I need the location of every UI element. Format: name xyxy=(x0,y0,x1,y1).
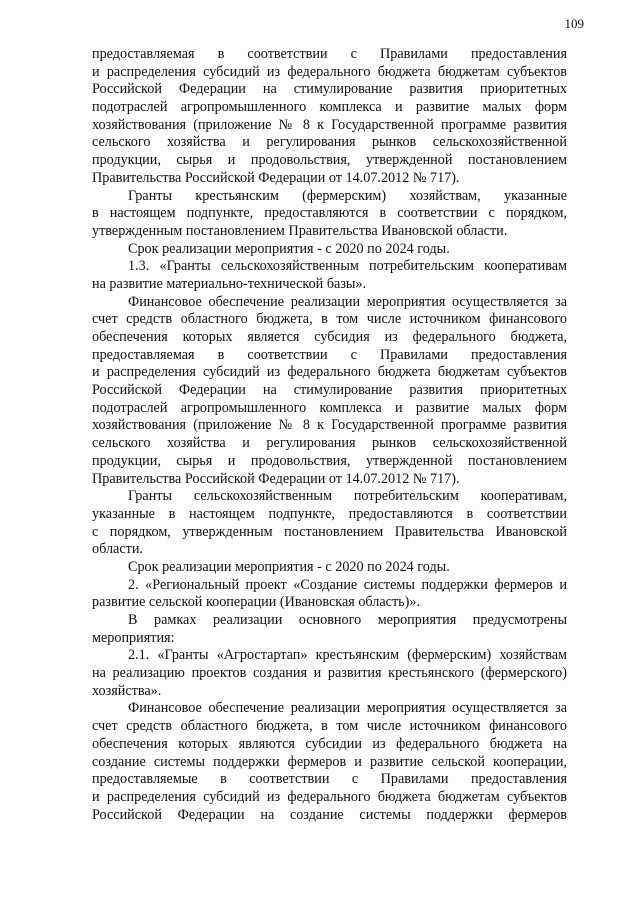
text-line: продукции, сырья и продовольствия, утвержденной постановлением xyxy=(92,452,567,469)
text-line: в настоящем подпункте, предоставляются в соответствии с порядком, xyxy=(92,205,567,222)
text-line: развитие сельской кооперации (Ивановская область)». xyxy=(92,594,421,611)
text-line: счет средств областного бюджета, в том числе источником финансового xyxy=(92,718,567,735)
text-line: на реализацию проектов создания и развития крестьянского (фермерского) xyxy=(92,665,567,682)
text-line: мероприятия: xyxy=(92,629,175,646)
text-line: утвержденным постановлением Правительства Ивановской области. xyxy=(92,222,508,239)
text-line: на развитие материально-технической базы». xyxy=(92,275,367,292)
text-line: создание системы поддержки фермеров и развитие сельской кооперации, xyxy=(92,753,567,770)
text-line: Правительства Российской Федерации от 14.07.2012 № 717). xyxy=(92,169,460,186)
text-line: предоставляемая в соответствии с Правилами предоставления xyxy=(92,346,567,363)
text-line: Гранты крестьянским (фермерским) хозяйствам, указанные xyxy=(128,187,567,204)
text-line: и распределения субсидий из федерального бюджета бюджетам субъектов xyxy=(92,364,567,381)
text-line: хозяйства». xyxy=(92,682,162,699)
text-line: Финансовое обеспечение реализации мероприятия осуществляется за xyxy=(128,293,567,310)
text-line: 2.1. «Гранты «Агростартап» крестьянским (фермерским) хозяйствам xyxy=(128,647,567,664)
page-number: 109 xyxy=(564,16,584,31)
text-line: обеспечения которых являются субсидии из федерального бюджета на xyxy=(92,735,567,752)
text-line: и распределения субсидий из федерального бюджета бюджетам субъектов xyxy=(92,63,567,80)
text-line: сельского хозяйства и регулирования рынков сельскохозяйственной xyxy=(92,134,567,151)
text-line: предоставляемые в соответствии с Правилами предоставления xyxy=(92,771,567,788)
text-line: Срок реализации мероприятия - с 2020 по 2024 годы. xyxy=(128,558,450,575)
text-line: подотраслей агропромышленного комплекса и развитие малых форм xyxy=(92,399,567,416)
text-line: Гранты сельскохозяйственным потребительским кооперативам, xyxy=(128,488,567,505)
text-line: В рамках реализации основного мероприятия предусмотрены xyxy=(128,612,567,628)
text-line: Правительства Российской Федерации от 14.07.2012 № 717). xyxy=(92,470,460,487)
text-line: указанные в настоящем подпункте, предоставляются в соответствии xyxy=(92,505,567,522)
text-line: хозяйствования (приложение № 8 к Государственной программе развития xyxy=(92,116,567,133)
text-line: Российской Федерации на создание системы поддержки фермеров xyxy=(92,806,567,823)
text-line: хозяйствования (приложение № 8 к Государственной программе развития xyxy=(92,417,567,434)
text-line: 1.3. «Гранты сельскохозяйственным потребительским кооперативам xyxy=(128,258,567,275)
text-line: обеспечения которых является субсидия из федерального бюджета, xyxy=(92,329,567,345)
text-line: с порядком, утвержденным постановлением Правительства Ивановской xyxy=(92,523,567,540)
text-line: сельского хозяйства и регулирования рынков сельскохозяйственной xyxy=(92,435,567,452)
text-line: подотраслей агропромышленного комплекса и развитие малых форм xyxy=(92,99,567,116)
text-line: и распределения субсидий из федерального бюджета бюджетам субъектов xyxy=(92,788,567,805)
text-line: Срок реализации мероприятия - с 2020 по 2024 годы. xyxy=(128,240,450,257)
text-line: Финансовое обеспечение реализации мероприятия осуществляется за xyxy=(128,700,567,717)
text-line: Российской Федерации на стимулирование развития приоритетных xyxy=(92,382,567,399)
text-line: продукции, сырья и продовольствия, утвержденной постановлением xyxy=(92,152,567,169)
text-line: 2. «Региональный проект «Создание системы поддержки фермеров и xyxy=(128,576,567,593)
text-line: области. xyxy=(92,541,143,558)
document-body xyxy=(92,46,567,824)
text-line: счет средств областного бюджета, в том числе источником финансового xyxy=(92,311,567,328)
text-line: предоставляемая в соответствии с Правилами предоставления xyxy=(92,46,567,62)
text-line: Российской Федерации на стимулирование развития приоритетных xyxy=(92,81,567,98)
